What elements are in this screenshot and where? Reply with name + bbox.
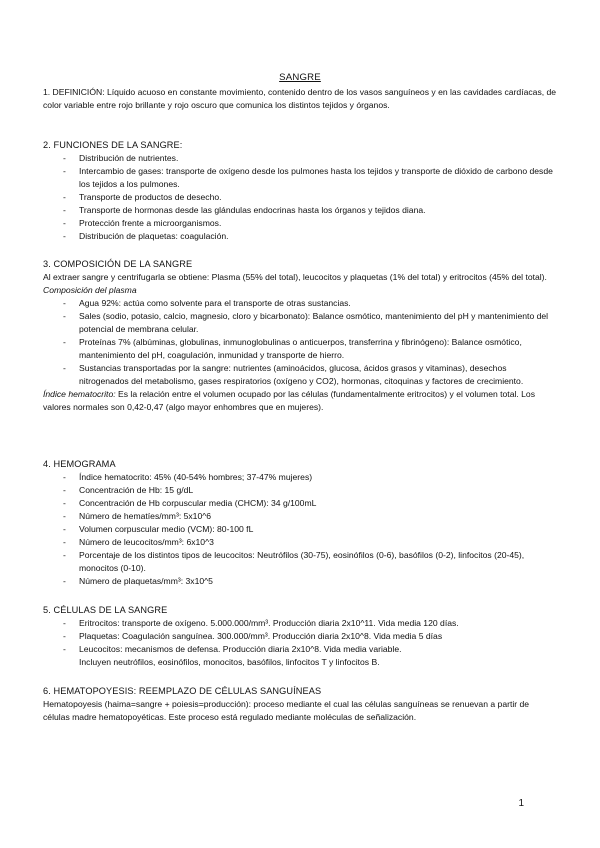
list-item: - Intercambio de gases: transporte de oxígeno desde los pulmones hasta los tejidos y transporte de dióxido de carbono desde los tejidos a los pulmones.	[43, 165, 558, 191]
composicion-heading: 3. COMPOSICIÓN DE LA SANGRE	[43, 259, 193, 269]
list-item: - Sales (sodio, potasio, calcio, magnesio, cloro y bicarbonato): Balance osmótico, mantenimiento del pH y mantenimiento del potencial de membrana celular.	[43, 310, 558, 336]
definicion-text: Líquido acuoso en constante movimiento, contenido dentro de los vasos sanguíneos y en las cavidades cardíacas, de color variable entre rojo brillante y rojo oscuro que comunica los distintos tejidos y órganos.	[43, 87, 557, 110]
funciones-list	[43, 152, 558, 243]
hemograma-heading: 4. HEMOGRAMA	[43, 459, 116, 469]
list-item: - Eritrocitos: transporte de oxígeno. 5.000.000/mm³. Producción diaria 2x10^11. Vida media 120 días.	[43, 617, 558, 630]
list-item: - Volumen corpuscular medio (VCM): 80-100 fL	[43, 523, 558, 536]
celulas-heading: 5. CÉLULAS DE LA SANGRE	[43, 605, 168, 615]
list-item: - Protección frente a microorganismos.	[43, 217, 558, 230]
plasma-subheading-text: Composición del plasma	[43, 285, 137, 295]
list-item: - Transporte de productos de desecho.	[43, 191, 558, 204]
list-item: - Distribución de nutrientes.	[43, 152, 558, 165]
plasma-list	[43, 297, 558, 388]
hematopoyesis-text: Hematopoyesis (haima=sangre + poiesis=producción): proceso mediante el cual las células sanguíneas se renuevan a partir de células madre hematopoyéticas. Este proceso está regulado mediante moléculas de señalización.	[43, 699, 530, 722]
page-title: SANGRE	[279, 72, 321, 83]
list-item: - Concentración de Hb corpuscular media (CHCM): 34 g/100mL	[43, 497, 558, 510]
list-item: - Sustancias transportadas por la sangre: nutrientes (aminoácidos, glucosa, ácidos grasos y vitaminas), desechos nitrogenados del metabolismo, gases respiratorios (oxígeno y CO2), hormonas, citoquinas y factores de crecimiento.	[43, 362, 558, 388]
list-item: - Número de plaquetas/mm³: 3x10^5	[43, 575, 558, 588]
definicion-paragraph	[43, 86, 558, 112]
hematocrito-paragraph	[43, 388, 558, 414]
section-funciones	[43, 139, 558, 243]
page-number: 1	[518, 798, 524, 809]
hemograma-list	[43, 471, 558, 588]
list-item: - Concentración de Hb: 15 g/dL	[43, 484, 558, 497]
list-item: - Distribución de plaquetas: coagulación.	[43, 230, 558, 243]
section-hematopoyesis	[43, 685, 558, 724]
list-item: - Transporte de hormonas desde las glándulas endocrinas hasta los órganos y tejidos diana.	[43, 204, 558, 217]
section-composicion	[43, 258, 558, 414]
section-celulas	[43, 604, 558, 669]
list-item: - Leucocitos: mecanismos de defensa. Producción diaria 2x10^8. Vida media variable. Incluyen neutrófilos, eosinófilos, monocitos, basófilos, linfocitos T y linfocitos B.	[43, 643, 558, 669]
composicion-intro: Al extraer sangre y centrifugarla se obtiene: Plasma (55% del total), leucocitos y plaquetas (1% del total) y eritrocitos (45% del total).	[43, 272, 547, 282]
list-item: - Índice hematocrito: 45% (40-54% hombres; 37-47% mujeres)	[43, 471, 558, 484]
list-item: - Número de leucocitos/mm³: 6x10^3	[43, 536, 558, 549]
list-item: - Plaquetas: Coagulación sanguínea. 300.000/mm³. Producción diaria 2x10^8. Vida media 5 días	[43, 630, 558, 643]
list-item: - Proteínas 7% (albúminas, globulinas, inmunoglobulinas o anticuerpos, transferrina y fibrinógeno): Balance osmótico, mantenimiento del pH, coagulación, inmunidad y transporte de hierro.	[43, 336, 558, 362]
hematocrito-text: Es la relación entre el volumen ocupado por las células (fundamentalmente eritrocitos) y el volumen total. Los valores normales son 0,42-0,47 (algo mayor enhombres que en mujeres).	[43, 389, 536, 412]
hematocrito-label: Índice hematocrito:	[43, 389, 116, 399]
list-item: - Número de hematíes/mm³: 5x10^6	[43, 510, 558, 523]
plasma-subheading	[43, 284, 558, 297]
section-definicion	[43, 86, 558, 112]
section-hemograma	[43, 458, 558, 588]
hematopoyesis-heading: 6. HEMATOPOYESIS: REEMPLAZO DE CÉLULAS SANGUÍNEAS	[43, 686, 322, 696]
list-item: - Porcentaje de los distintos tipos de leucocitos: Neutrófilos (30-75), eosinófilos (0-6), basófilos (0-2), linfocitos (20-45), monocitos (0-10).	[43, 549, 558, 575]
list-item: - Agua 92%: actúa como solvente para el transporte de otras sustancias.	[43, 297, 558, 310]
definicion-heading: 1. DEFINICIÓN:	[43, 87, 105, 97]
celulas-list	[43, 617, 558, 669]
funciones-heading: 2. FUNCIONES DE LA SANGRE:	[43, 140, 183, 150]
